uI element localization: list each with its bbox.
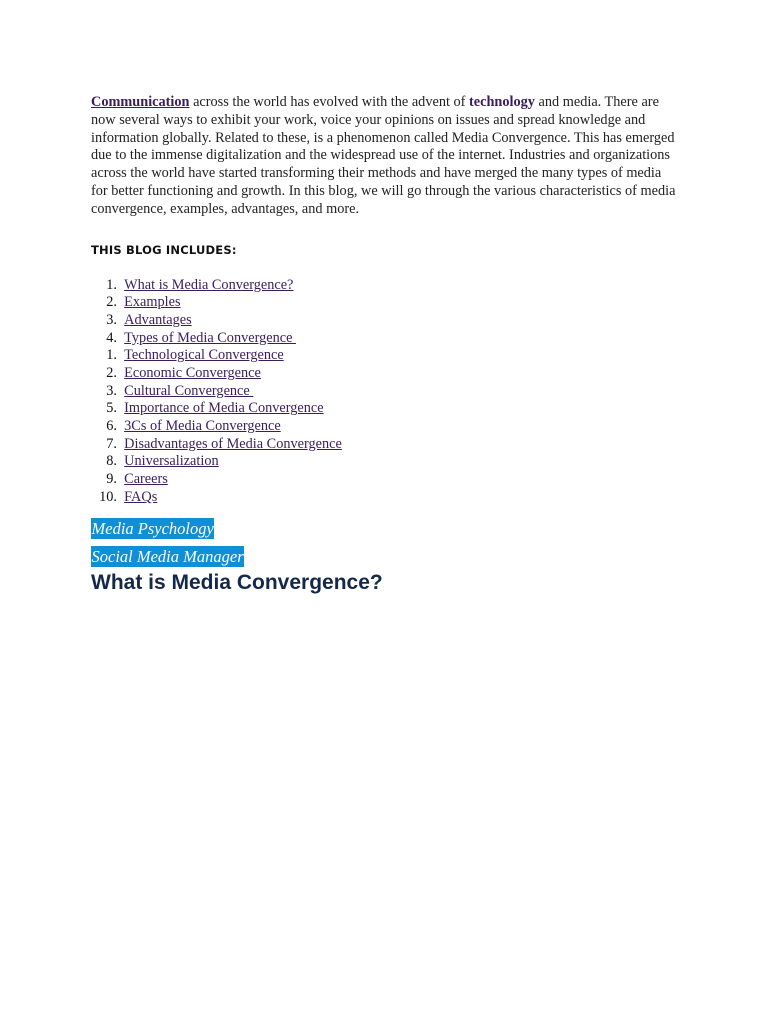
toc-item xyxy=(91,294,681,312)
toc-item-number: 1. xyxy=(106,347,117,364)
toc-item xyxy=(91,471,681,489)
toc-item-number: 2. xyxy=(106,294,117,311)
toc-item xyxy=(91,436,681,454)
toc-item xyxy=(91,277,681,295)
article-content xyxy=(91,94,681,597)
toc-link-importance-of-media-convergence[interactable]: Importance of Media Convergence xyxy=(124,400,324,417)
toc-item-number: 10. xyxy=(99,488,117,505)
toc-item xyxy=(91,383,681,401)
toc-item-number: 7. xyxy=(106,435,117,452)
toc-link-3cs-of-media-convergence[interactable]: 3Cs of Media Convergence xyxy=(124,418,281,435)
toc-link-disadvantages-of-media-convergence[interactable]: Disadvantages of Media Convergence xyxy=(124,435,342,452)
toc-item-number: 3. xyxy=(106,382,117,399)
toc-link-economic-convergence[interactable]: Economic Convergence xyxy=(124,365,261,382)
toc-item xyxy=(91,489,681,507)
intro-text-part-1: across the world has evolved with the advent of xyxy=(189,94,470,110)
table-of-contents xyxy=(91,277,681,507)
intro-text-part-2: and media. There are now several ways to exhibit your work, voice your opinions on issues and spread knowledge and information globally. Related to these, is a phenomenon called Media Convergence. This has emerged due to the immense digitalization and the widespread use of the internet. Industries and organizations across the world have started transforming their methods and have merged the many types of media for better functioning and growth. In this blog, we will go through the various characteristics of media convergence, examples, advantages, and more. xyxy=(91,94,676,217)
related-links xyxy=(91,518,681,574)
toc-item xyxy=(91,330,681,348)
social-media-manager-link[interactable]: Social Media Manager xyxy=(91,546,244,566)
toc-link-types-of-media-convergence[interactable]: Types of Media Convergence xyxy=(124,329,296,346)
toc-link-universalization[interactable]: Universalization xyxy=(124,453,219,470)
intro-paragraph xyxy=(91,94,681,219)
toc-item xyxy=(91,418,681,436)
toc-item xyxy=(91,312,681,330)
communication-link[interactable]: Communication xyxy=(91,94,190,110)
toc-item-number: 6. xyxy=(106,418,117,435)
toc-item-number: 9. xyxy=(106,471,117,488)
toc-link-technological-convergence[interactable]: Technological Convergence xyxy=(124,347,284,364)
toc-link-advantages[interactable]: Advantages xyxy=(124,311,192,328)
toc-item-number: 3. xyxy=(106,311,117,328)
toc-item-number: 5. xyxy=(106,400,117,417)
toc-item xyxy=(91,453,681,471)
toc-item xyxy=(91,347,681,365)
technology-keyword: technology xyxy=(469,94,535,110)
toc-link-cultural-convergence[interactable]: Cultural Convergence xyxy=(124,382,254,399)
toc-item xyxy=(91,365,681,383)
toc-item xyxy=(91,400,681,418)
toc-item-number: 1. xyxy=(106,276,117,293)
toc-item-number: 8. xyxy=(106,453,117,470)
toc-item-number: 2. xyxy=(106,365,117,382)
section-heading: What is Media Convergence? xyxy=(91,570,383,594)
media-psychology-link[interactable]: Media Psychology xyxy=(91,518,214,538)
toc-link-careers[interactable]: Careers xyxy=(124,471,168,488)
toc-item-number: 4. xyxy=(106,329,117,346)
toc-link-faqs[interactable]: FAQs xyxy=(124,488,158,505)
toc-link-what-is-media-convergence[interactable]: What is Media Convergence? xyxy=(124,276,294,293)
blog-includes-label: THIS BLOG INCLUDES: xyxy=(91,242,237,257)
toc-link-examples[interactable]: Examples xyxy=(124,294,181,311)
